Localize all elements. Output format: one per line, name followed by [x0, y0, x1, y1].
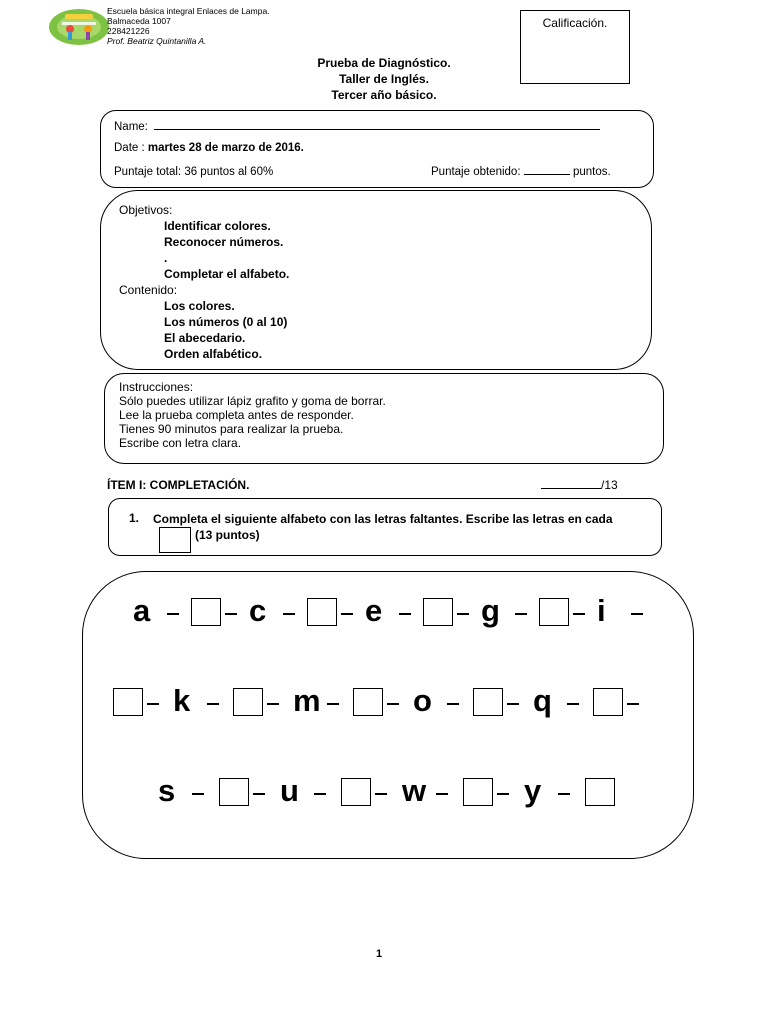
answer-square[interactable] — [463, 778, 493, 806]
separator-dash — [399, 613, 411, 615]
separator-dash — [457, 613, 469, 615]
separator-dash — [192, 793, 204, 795]
separator-dash — [558, 793, 570, 795]
alphabet-letter: w — [402, 773, 427, 808]
alphabet-letter: e — [365, 593, 383, 628]
content-item: El abecedario. — [164, 331, 246, 345]
name-field[interactable] — [154, 119, 600, 130]
answer-square[interactable] — [233, 688, 263, 716]
alphabet-letter: s — [158, 773, 176, 808]
alphabet-letter: o — [413, 683, 432, 718]
answer-square[interactable] — [191, 598, 221, 626]
obtained-unit: puntos. — [572, 166, 611, 178]
answer-square[interactable] — [539, 598, 569, 626]
separator-dash — [515, 613, 527, 615]
objectives-label: Objetivos: — [119, 203, 173, 217]
instruction-line: Tienes 90 minutos para realizar la prueba. — [119, 422, 344, 436]
question-points: (13 puntos) — [195, 528, 260, 542]
answer-square[interactable] — [219, 778, 249, 806]
separator-dash — [497, 793, 509, 795]
date-value: martes 28 de marzo de 2016. — [147, 142, 304, 154]
answer-square[interactable] — [473, 688, 503, 716]
separator-dash — [314, 793, 326, 795]
answer-square[interactable] — [353, 688, 383, 716]
school-name: Escuela básica integral Enlaces de Lampa. — [107, 6, 270, 16]
separator-dash — [283, 613, 295, 615]
obtained-label: Puntaje obtenido: — [431, 166, 521, 178]
objective-item: . — [164, 251, 168, 265]
answer-square[interactable] — [423, 598, 453, 626]
instruction-line: Escribe con letra clara. — [119, 436, 242, 450]
separator-dash — [253, 793, 265, 795]
separator-dash — [147, 703, 159, 705]
alphabet-letter: g — [481, 593, 500, 628]
content-item: Los números (0 al 10) — [164, 315, 288, 329]
objective-item: Completar el alfabeto. — [164, 267, 290, 281]
separator-dash — [267, 703, 279, 705]
answer-square[interactable] — [307, 598, 337, 626]
test-grade-level: Tercer año básico. — [331, 88, 437, 102]
instruction-line: Sólo puedes utilizar lápiz grafito y goma de borrar. — [119, 394, 386, 408]
test-title: Prueba de Diagnóstico. — [317, 56, 451, 70]
instruction-line: Lee la prueba completa antes de responder. — [119, 408, 354, 422]
separator-dash — [167, 613, 179, 615]
alphabet-letter: i — [597, 593, 606, 628]
separator-dash — [387, 703, 399, 705]
question-text — [153, 511, 653, 553]
separator-dash — [567, 703, 579, 705]
alphabet-letter: c — [249, 593, 267, 628]
teacher-name: Prof. Beatriz Quintanilla A. — [107, 36, 207, 46]
separator-dash — [225, 613, 237, 615]
question-box — [108, 498, 662, 556]
school-phone: 228421226 — [107, 26, 150, 36]
objective-item: Reconocer números. — [164, 235, 284, 249]
alphabet-letter: q — [533, 683, 552, 718]
name-row — [114, 119, 600, 133]
page-number: 1 — [376, 948, 383, 960]
item-title: ÍTEM I: COMPLETACIÓN. — [107, 478, 250, 492]
alphabet-letter: m — [293, 683, 321, 718]
content-label: Contenido: — [119, 283, 178, 297]
school-info — [107, 6, 270, 46]
separator-dash — [375, 793, 387, 795]
alphabet-box — [82, 571, 694, 859]
answer-square[interactable] — [585, 778, 615, 806]
instructions-box — [104, 373, 664, 464]
separator-dash — [207, 703, 219, 705]
obtained-blank[interactable] — [524, 174, 570, 175]
name-label: Name: — [114, 121, 148, 133]
objectives-box — [100, 190, 652, 370]
answer-square[interactable] — [341, 778, 371, 806]
test-titles — [200, 55, 568, 103]
instructions-label: Instrucciones: — [119, 380, 194, 394]
date-row — [114, 142, 304, 154]
separator-dash — [436, 793, 448, 795]
answer-square[interactable] — [593, 688, 623, 716]
answer-square[interactable] — [113, 688, 143, 716]
separator-dash — [327, 703, 339, 705]
separator-dash — [341, 613, 353, 615]
alphabet-letter: u — [280, 773, 299, 808]
objective-item: Identificar colores. — [164, 219, 271, 233]
question-text-main: Completa el siguiente alfabeto con las letras faltantes. Escribe las letras en cada — [153, 512, 613, 526]
item-score — [541, 478, 618, 492]
obtained-score-row — [431, 166, 611, 178]
grade-label: Calificación. — [542, 16, 608, 30]
separator-dash — [631, 613, 643, 615]
example-square — [159, 527, 191, 553]
school-logo — [48, 8, 110, 46]
separator-dash — [573, 613, 585, 615]
item-score-total: /13 — [601, 478, 618, 492]
test-subject: Taller de Inglés. — [339, 72, 429, 86]
student-info-box — [100, 110, 654, 188]
separator-dash — [627, 703, 639, 705]
alphabet-letter: y — [524, 773, 542, 808]
separator-dash — [507, 703, 519, 705]
alphabet-letter: a — [133, 593, 151, 628]
alphabet-letter: k — [173, 683, 191, 718]
content-item: Orden alfabético. — [164, 347, 263, 361]
date-label: Date : — [114, 142, 145, 154]
content-item: Los colores. — [164, 299, 235, 313]
total-score: Puntaje total: 36 puntos al 60% — [114, 166, 274, 178]
question-number: 1. — [129, 511, 140, 525]
separator-dash — [447, 703, 459, 705]
item-score-blank[interactable] — [541, 488, 601, 489]
school-address: Balmaceda 1007 — [107, 16, 171, 26]
